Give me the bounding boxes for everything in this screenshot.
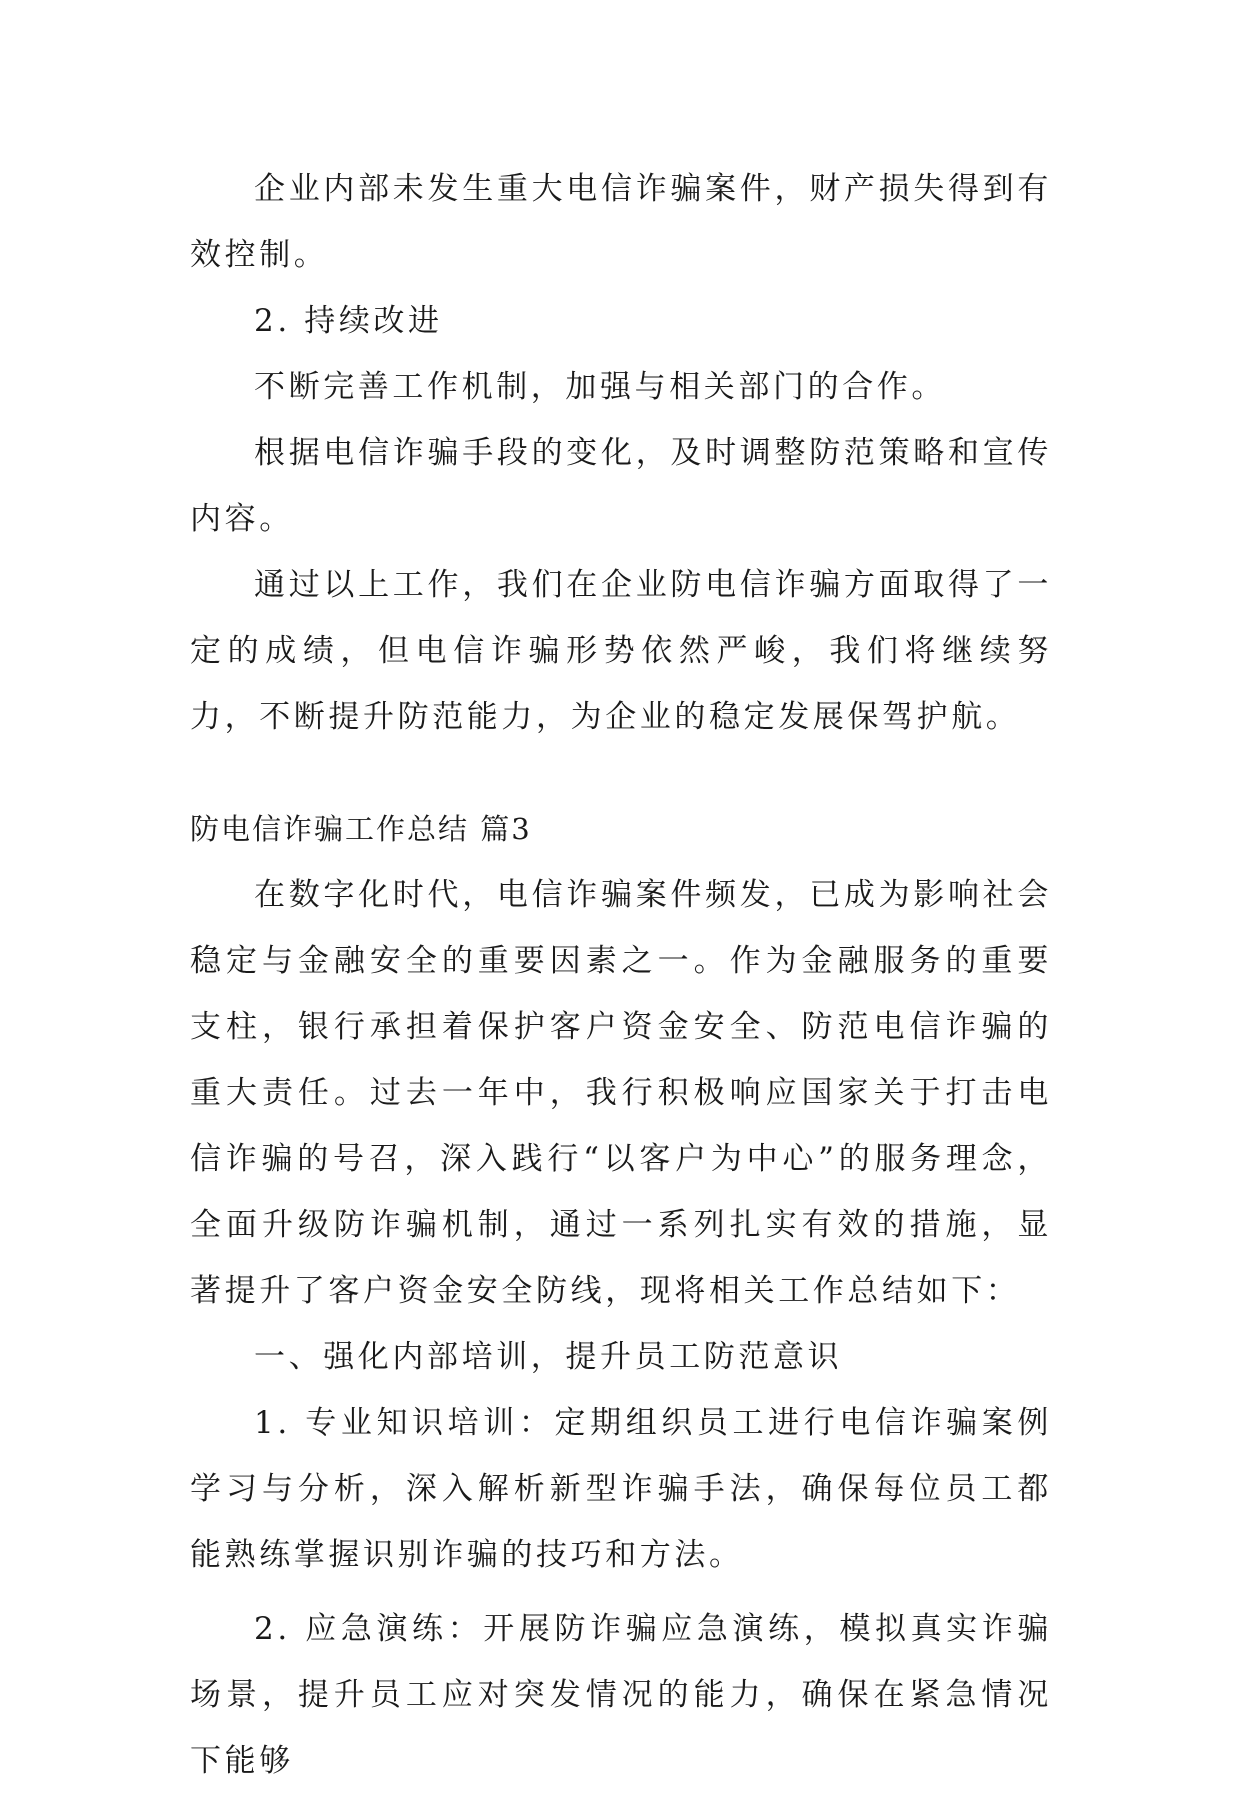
paragraph-drill: 2. 应急演练：开展防诈骗应急演练，模拟真实诈骗场景，提升员工应对突发情况的能力，确保在紧急情况下能够 — [190, 1611, 1052, 1779]
paragraph-result: 企业内部未发生重大电信诈骗案件，财产损失得到有效控制。 — [190, 171, 1052, 273]
paragraph-conclusion: 通过以上工作，我们在企业防电信诈骗方面取得了一定的成绩，但电信诈骗形势依然严峻，我们将继续努力，不断提升防范能力，为企业的稳定发展保驾护航。 — [190, 567, 1052, 735]
paragraph-intro: 在数字化时代，电信诈骗案件频发，已成为影响社会稳定与金融安全的重要因素之一。作为金融服务的重要支柱，银行承担着保护客户资金安全、防范电信诈骗的重大责任。过去一年中，我行积极响应国家关于打击电信诈骗的号召，深入践行“以客户为中心”的服务理念，全面升级防诈骗机制，通过一系列扎实有效的措施，显著提升了客户资金安全防线，现将相关工作总结如下： — [190, 877, 1052, 1309]
section-heading: 防电信诈骗工作总结 篇3 — [190, 812, 532, 846]
paragraph-subheading-improvement: 2. 持续改进 — [254, 303, 443, 339]
paragraph-training: 1. 专业知识培训：定期组织员工进行电信诈骗案例学习与分析，深入解析新型诈骗手法，确保每位员工都能熟练掌握识别诈骗的技巧和方法。 — [190, 1405, 1052, 1573]
paragraph-mechanism: 不断完善工作机制，加强与相关部门的合作。 — [254, 369, 946, 405]
paragraph-section-one-title: 一、强化内部培训，提升员工防范意识 — [254, 1339, 843, 1375]
document-body — [190, 156, 1052, 1794]
paragraph-adjust-strategy: 根据电信诈骗手段的变化，及时调整防范策略和宣传内容。 — [190, 435, 1052, 537]
